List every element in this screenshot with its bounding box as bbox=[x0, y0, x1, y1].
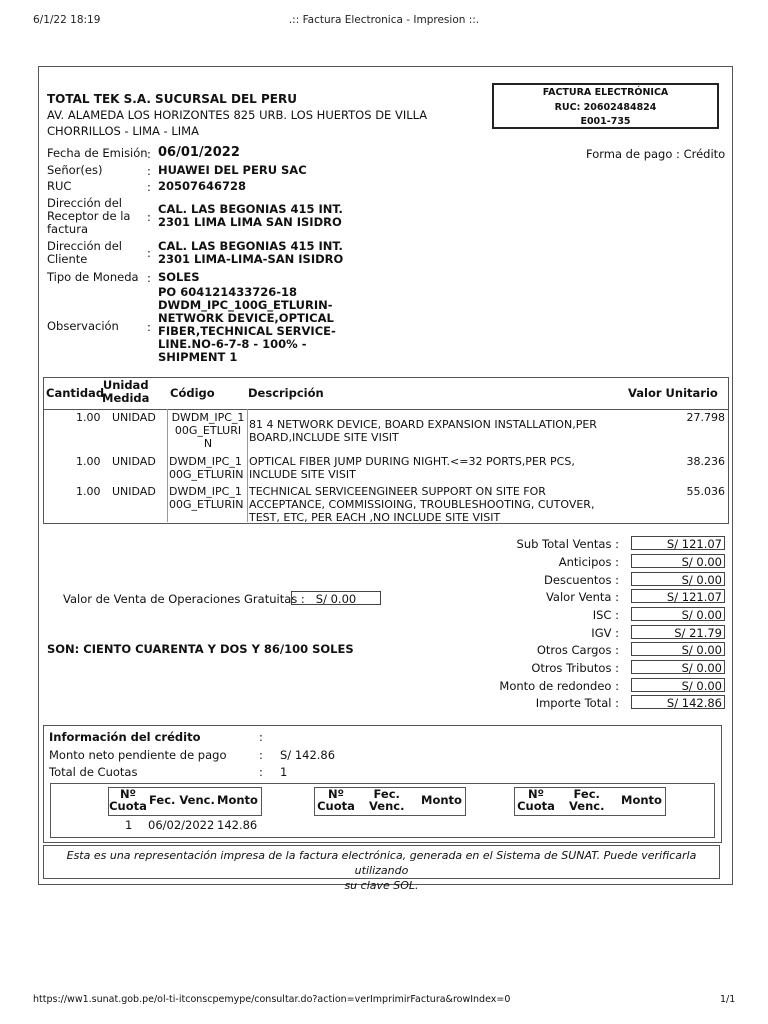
dir-receptor-line: 2301 LIMA LIMA SAN ISIDRO bbox=[158, 215, 342, 229]
disclaimer-line: su clave SOL. bbox=[344, 879, 419, 892]
col-unidad-line: Unidad bbox=[102, 378, 149, 392]
dir-receptor-value bbox=[158, 203, 343, 229]
row3-descripcion-line: TEST, ETC, PER EACH ,NO INCLUDE SITE VISIT bbox=[249, 511, 501, 524]
row3-valor: 55.036 bbox=[686, 485, 725, 498]
row2-cantidad: 1.00 bbox=[76, 455, 101, 468]
forma-pago: Forma de pago : Crédito bbox=[586, 147, 726, 161]
row1-cantidad: 1.00 bbox=[76, 411, 101, 424]
amount-in-words: SON: CIENTO CUARENTA Y DOS Y 86/100 SOLES bbox=[47, 642, 354, 656]
disclaimer-line: Esta es una representación impresa de la factura electrónica, generada en el Sistema de SUNAT. Puede verificarla utilizando bbox=[66, 849, 697, 877]
row2-codigo-line: 00G_ETLURIN bbox=[169, 468, 244, 481]
issuer-address-line1: AV. ALAMEDA LOS HORIZONTES 825 URB. LOS HUERTOS DE VILLA bbox=[47, 108, 428, 122]
observacion-line: NETWORK DEVICE,OPTICAL bbox=[158, 311, 334, 325]
row2-codigo-line: DWDM_IPC_1 bbox=[169, 455, 242, 468]
dir-receptor-label-line: Receptor de la bbox=[47, 209, 131, 223]
gratuitas-value: S/ 0.00 bbox=[291, 591, 381, 605]
dir-receptor-line: CAL. LAS BEGONIAS 415 INT. bbox=[158, 202, 343, 216]
monto-pendiente-label: Monto neto pendiente de pago bbox=[49, 748, 227, 762]
row3-cantidad: 1.00 bbox=[76, 485, 101, 498]
col-valor-unitario: Valor Unitario bbox=[628, 386, 718, 400]
items-header bbox=[44, 378, 728, 410]
dir-cliente-label bbox=[47, 240, 122, 266]
redondeo-value: S/ 0.00 bbox=[631, 678, 725, 692]
row1-codigo-line: N bbox=[203, 437, 213, 450]
row1-codigo-line: 00G_ETLURI bbox=[174, 424, 242, 437]
importe-total-label: Importe Total : bbox=[535, 696, 619, 710]
observacion-line: DWDM_IPC_100G_ETLURIN- bbox=[158, 298, 333, 312]
col-fec-venc: Fec. Venc. bbox=[149, 793, 215, 807]
row2-descripcion-line: INCLUDE SITE VISIT bbox=[249, 468, 356, 481]
dir-receptor-label-line: factura bbox=[47, 222, 88, 236]
col-unidad-line: Medida bbox=[102, 391, 150, 405]
colon: : bbox=[147, 210, 151, 224]
row3-codigo bbox=[169, 485, 243, 511]
otros-cargos-value: S/ 0.00 bbox=[631, 642, 725, 656]
issuer-name: TOTAL TEK S.A. SUCURSAL DEL PERU bbox=[47, 92, 297, 106]
valor-venta-label: Valor Venta : bbox=[545, 590, 619, 604]
monto-pendiente-value: S/ 142.86 bbox=[280, 748, 336, 762]
col-n-cuota-line: Cuota bbox=[109, 799, 147, 813]
moneda-label: Tipo de Moneda bbox=[47, 270, 139, 284]
colon: : bbox=[147, 320, 151, 334]
row1-codigo bbox=[169, 411, 247, 450]
column-divider bbox=[167, 409, 168, 522]
invoice-id-box bbox=[492, 83, 719, 129]
colon: : bbox=[259, 730, 263, 744]
col-codigo: Código bbox=[170, 386, 215, 400]
invoice-number: E001-735 bbox=[580, 116, 631, 127]
col-cantidad: Cantidad bbox=[46, 386, 105, 400]
col-n-cuota bbox=[517, 788, 555, 812]
column-divider bbox=[247, 409, 248, 522]
col-descripcion: Descripción bbox=[248, 386, 324, 400]
observacion-line: PO 604121433726-18 bbox=[158, 285, 298, 299]
row1-valor: 27.798 bbox=[686, 411, 725, 424]
subtotal-value: S/ 121.07 bbox=[631, 536, 725, 550]
items-table bbox=[43, 377, 729, 524]
row2-descripcion-line: OPTICAL FIBER JUMP DURING NIGHT.<=32 PORTS,PER PCS, bbox=[249, 455, 575, 468]
ruc-value: 20507646728 bbox=[158, 179, 247, 193]
row3-descripcion bbox=[249, 485, 594, 524]
total-cuotas-label: Total de Cuotas bbox=[49, 765, 138, 779]
invoice-type: FACTURA ELECTRÓNICA bbox=[542, 87, 669, 98]
fecha-value: 06/01/2022 bbox=[158, 145, 240, 160]
col-fec-venc-line: Venc. bbox=[569, 799, 605, 813]
col-n-cuota-line: Nº bbox=[119, 787, 137, 801]
row3-codigo-line: 00G_ETLURIN bbox=[169, 498, 244, 511]
col-n-cuota bbox=[109, 788, 147, 812]
col-fec-venc bbox=[369, 788, 404, 812]
issuer-ruc: RUC: 20602484824 bbox=[554, 101, 657, 113]
row2-unidad: UNIDAD bbox=[112, 455, 156, 468]
descuentos-value: S/ 0.00 bbox=[631, 572, 725, 586]
ruc-label: RUC bbox=[47, 179, 72, 193]
col-monto: Monto bbox=[217, 793, 258, 807]
colon: : bbox=[259, 765, 263, 779]
colon: : bbox=[147, 180, 151, 194]
dir-receptor-label-line: Dirección del bbox=[47, 196, 122, 210]
gratuitas-label: Valor de Venta de Operaciones Gratuitas : bbox=[63, 592, 305, 606]
row1-descripcion-line: BOARD,INCLUDE SITE VISIT bbox=[249, 431, 399, 444]
dir-cliente-label-line: Cliente bbox=[47, 252, 88, 266]
cuota-row-monto: 142.86 bbox=[217, 818, 258, 832]
row2-codigo bbox=[169, 455, 243, 481]
redondeo-label: Monto de redondeo : bbox=[499, 679, 619, 693]
moneda-value: SOLES bbox=[158, 270, 200, 284]
col-unidad bbox=[102, 379, 149, 405]
cuota-row-n: 1 bbox=[125, 818, 133, 832]
dir-cliente-label-line: Dirección del bbox=[47, 239, 122, 253]
subtotal-label: Sub Total Ventas : bbox=[516, 537, 619, 551]
print-title: .:: Factura Electronica - Impresion ::. bbox=[288, 14, 480, 26]
senor-value: HUAWEI DEL PERU SAC bbox=[158, 163, 307, 177]
colon: : bbox=[147, 164, 151, 178]
credit-info-section bbox=[43, 725, 722, 843]
anticipos-value: S/ 0.00 bbox=[631, 554, 725, 568]
col-monto: Monto bbox=[421, 793, 462, 807]
igv-value: S/ 21.79 bbox=[631, 625, 725, 639]
col-n-cuota-line: Cuota bbox=[317, 799, 355, 813]
isc-value: S/ 0.00 bbox=[631, 607, 725, 621]
sunat-disclaimer bbox=[43, 845, 720, 892]
observacion-label: Observación bbox=[47, 319, 119, 333]
credit-title: Información del crédito bbox=[49, 730, 201, 744]
col-n-cuota bbox=[317, 788, 355, 812]
col-n-cuota-line: Nº bbox=[527, 787, 545, 801]
col-fec-venc-line: Venc. bbox=[369, 799, 405, 813]
observacion-line: FIBER,TECHNICAL SERVICE- bbox=[158, 324, 336, 338]
colon: : bbox=[147, 246, 151, 260]
col-fec-venc-line: Fec. bbox=[573, 787, 600, 801]
col-monto: Monto bbox=[621, 793, 662, 807]
print-datetime: 6/1/22 18:19 bbox=[33, 14, 101, 26]
colon: : bbox=[259, 748, 263, 762]
col-fec-venc bbox=[569, 788, 604, 812]
colon: : bbox=[147, 147, 151, 161]
row2-descripcion bbox=[249, 455, 575, 481]
cuotas-table bbox=[50, 783, 715, 838]
issuer-address-line2: CHORRILLOS - LIMA - LIMA bbox=[47, 124, 199, 138]
row1-descripcion-line: 81 4 NETWORK DEVICE, BOARD EXPANSION INSTALLATION,PER bbox=[249, 418, 597, 431]
row3-descripcion-line: ACCEPTANCE, COMMISSIOING, TROUBLESHOOTING, CUTOVER, bbox=[249, 498, 595, 511]
col-n-cuota-line: Nº bbox=[327, 787, 345, 801]
row2-valor: 38.236 bbox=[686, 455, 725, 468]
valor-venta-value: S/ 121.07 bbox=[631, 589, 725, 603]
dir-cliente-line: 2301 LIMA-LIMA-SAN ISIDRO bbox=[158, 252, 344, 266]
importe-total-value: S/ 142.86 bbox=[631, 695, 725, 709]
observacion-line: LINE.NO-6-7-8 - 100% - bbox=[158, 337, 307, 351]
row3-codigo-line: DWDM_IPC_1 bbox=[169, 485, 242, 498]
dir-receptor-label bbox=[47, 197, 130, 236]
fecha-label: Fecha de Emisión bbox=[47, 146, 148, 160]
observacion-value bbox=[158, 286, 336, 364]
anticipos-label: Anticipos : bbox=[558, 555, 619, 569]
otros-tributos-value: S/ 0.00 bbox=[631, 660, 725, 674]
descuentos-label: Descuentos : bbox=[544, 573, 619, 587]
print-url: https://ww1.sunat.gob.pe/ol-ti-itconscpemype/consultar.do?action=verImprimirFactura&rowIndex=0 bbox=[33, 994, 511, 1005]
otros-cargos-label: Otros Cargos : bbox=[536, 643, 619, 657]
dir-cliente-line: CAL. LAS BEGONIAS 415 INT. bbox=[158, 239, 343, 253]
row1-codigo-line: DWDM_IPC_1 bbox=[171, 411, 245, 424]
row3-descripcion-line: TECHNICAL SERVICEENGINEER SUPPORT ON SITE FOR bbox=[249, 485, 546, 498]
cuota-row-fecha: 06/02/2022 bbox=[148, 818, 215, 832]
row3-unidad: UNIDAD bbox=[112, 485, 156, 498]
col-n-cuota-line: Cuota bbox=[517, 799, 555, 813]
row1-unidad: UNIDAD bbox=[112, 411, 156, 424]
igv-label: IGV : bbox=[591, 626, 619, 640]
otros-tributos-label: Otros Tributos : bbox=[531, 661, 619, 675]
colon: : bbox=[147, 271, 151, 285]
isc-label: ISC : bbox=[592, 608, 619, 622]
senor-label: Señor(es) bbox=[47, 163, 103, 177]
row1-descripcion bbox=[249, 418, 597, 444]
total-cuotas-value: 1 bbox=[280, 765, 288, 779]
observacion-line: SHIPMENT 1 bbox=[158, 350, 238, 364]
col-fec-venc-line: Fec. bbox=[373, 787, 400, 801]
print-page-number: 1/1 bbox=[720, 994, 736, 1005]
dir-cliente-value bbox=[158, 240, 343, 266]
